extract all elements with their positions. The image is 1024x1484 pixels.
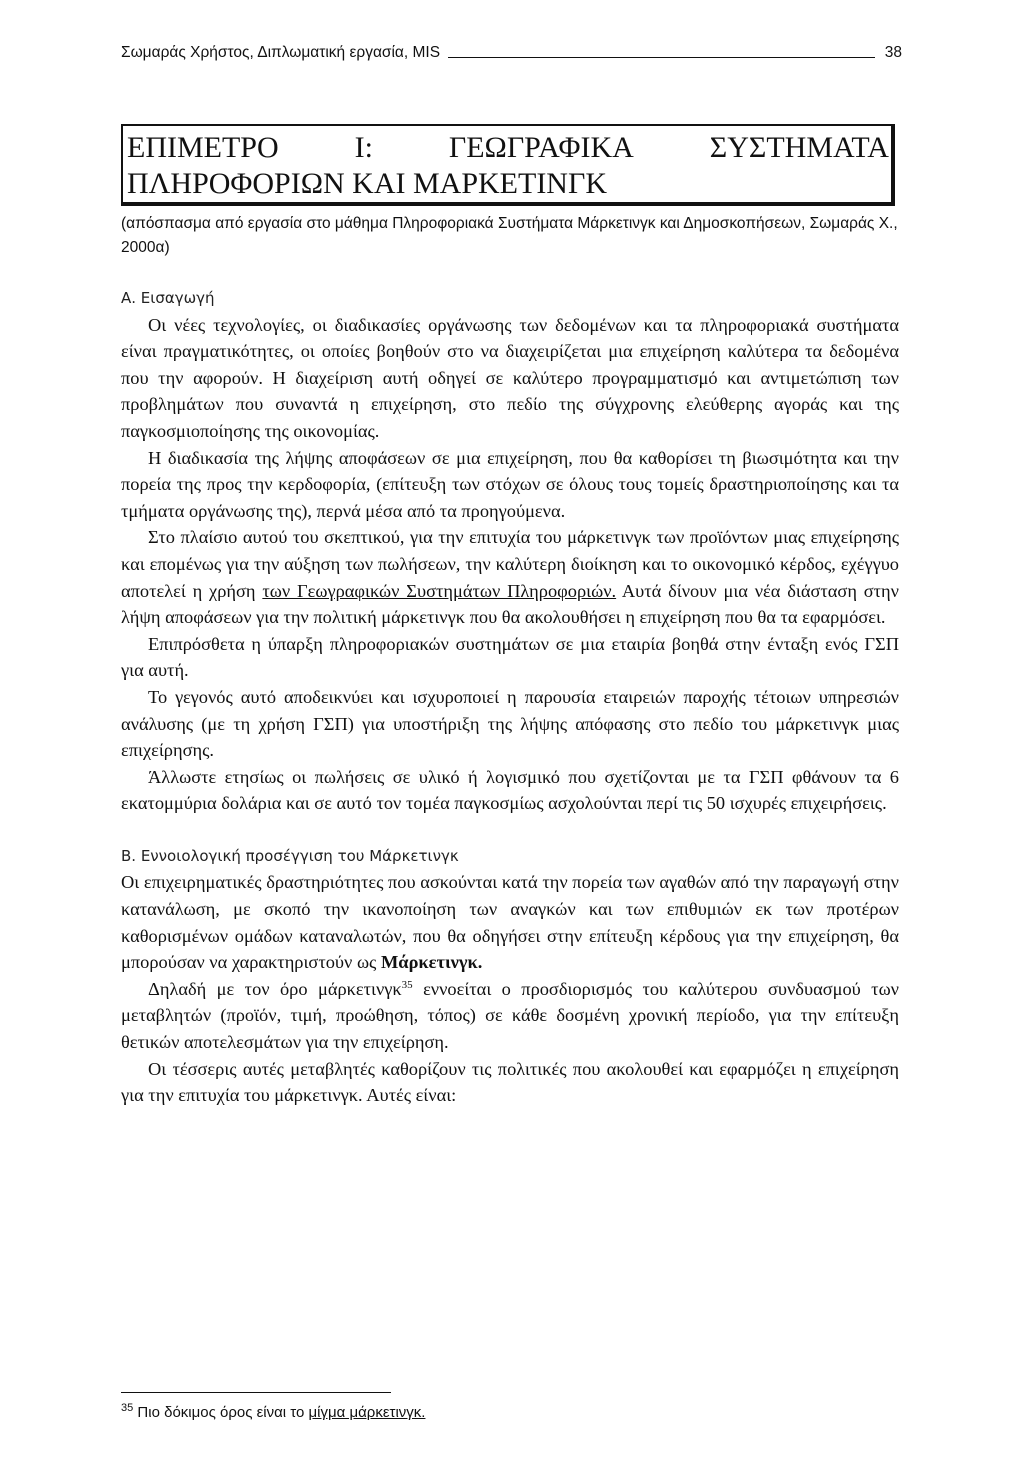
title-line-1 [127, 130, 891, 166]
paragraph [121, 524, 899, 630]
gis-link[interactable]: των Γεωγραφικών Συστημάτων Πληροφοριών. [262, 580, 617, 601]
paragraph: Οι νέες τεχνολογίες, οι διαδικασίες οργάνωσης των δεδομένων και τα πληροφοριακά συστήματα είναι πραγματικότητες, οι οποίες βοηθούν στο να διαχειρίζεται μια επιχείρηση καλύτερα τα δεδομένα που την αφορούν. Η διαχείριση αυτή οδηγεί σε καλύτερο προγραμματισμό και αντιμετώπιση των προβλημάτων που συναντά η επιχείρηση, στο πεδίο της σύγχρονης ελεύθερης αγοράς και της παγκοσμιοποίησης της οικονομίας. [121, 314, 899, 441]
paragraph: Επιπρόσθετα η ύπαρξη πληροφοριακών συστημάτων σε μια εταιρία βοηθά στην ένταξη ενός ΓΣΠ για αυτή. [121, 633, 899, 681]
footnote-term: μίγμα μάρκετινγκ. [308, 1404, 426, 1421]
subtitle: (απόσπασμα από εργασία στο μάθημα Πληροφοριακά Συστήματα Μάρκετινγκ και Δημοσκοπήσεων, Σωμαράς Χ., 2000α) [121, 215, 898, 256]
footnote-text: Πιο δόκιμος όρος είναι το [133, 1404, 309, 1421]
appendix-title-box [121, 124, 895, 206]
footnote-rule [121, 1392, 391, 1393]
footnote-number: 35 [121, 1402, 134, 1414]
section-b-heading: Β. Εννοιολογική προσέγγιση του Μάρκετινγκ [121, 846, 459, 865]
marketing-term: Μάρκετινγκ. [380, 952, 483, 973]
header-rule [448, 57, 875, 58]
paragraph-text: Αυτά δίνουν μια νέα διάσταση στην λήψη αποφάσεων για την πολιτική μάρκετινγκ που θα ακολουθήσει η επιχείρηση που θα τα εφαρμόσει. [121, 580, 899, 628]
running-header [121, 44, 902, 62]
title-word-4: ΣΥΣΤΗΜΑΤΑ [709, 131, 889, 164]
title-word-3: ΓΕΩΓΡΑΦΙΚΑ [448, 131, 634, 164]
document-body [121, 285, 899, 1109]
title-line-2: ΠΛΗΡΟΦΟΡΙΩΝ ΚΑΙ ΜΑΡΚΕΤΙΝΓΚ [127, 167, 607, 200]
footnote-ref[interactable]: 35 [401, 978, 413, 991]
title-word-1: ΕΠΙΜΕΤΡΟ [127, 131, 279, 164]
page-number: 38 [884, 44, 902, 61]
paragraph [121, 869, 899, 975]
paragraph: Άλλωστε ετησίως οι πωλήσεις σε υλικό ή λογισμικό που σχετίζονται με τα ΓΣΠ φθάνουν τα 6 εκατομμύρια δολάρια και σε αυτό τον τομέα παγκοσμίως ασχολούνται περί τις 50 ισχυρές επιχειρήσεις. [121, 766, 899, 814]
title-word-2: Ι: [354, 131, 373, 164]
paragraph-text: Στο πλαίσιο αυτού του σκεπτικού, για την επιτυχία του μάρκετινγκ των προϊόντων μιας επιχείρησης και επομένως για την αύξηση των πωλήσεων, την καλύτερη διοίκηση και το οικονομικό κέρδος, εχέγγυο αποτελεί η χρήση [121, 527, 899, 601]
paragraph-text: εννοείται ο προσδιορισμός του καλύτερου συνδυασμού των μεταβλητών (προϊόν, τιμή, προώθηση, τόπος) σε κάθε δοσμένη χρονική περίοδο, για την επίτευξη θετικών αποτελεσμάτων για την επιχείρηση. [121, 978, 899, 1053]
paragraph-text: Οι επιχειρηματικές δραστηριότητες που ασκούνται κατά την πορεία των αγαθών από την παραγωγή στην κατανάλωση, με σκοπό την ικανοποίηση των αναγκών και των επιθυμιών εκ των προτέρων καθορισμένων ομάδων καταναλωτών, που θα οδηγήσει στην επίτευξη κέρδους για την επιχείρηση, θα μπορούσαν να χαρακτηριστούν ως [121, 872, 899, 973]
paragraph: Οι τέσσερις αυτές μεταβλητές καθορίζουν τις πολιτικές που ακολουθεί και εφαρμόζει η επιχείρηση για την επιτυχία του μάρκετινγκ. Αυτές είναι: [121, 1058, 899, 1106]
paragraph-text: Δηλαδή με τον όρο μάρκετινγκ [148, 978, 402, 999]
paragraph: Η διαδικασία της λήψης αποφάσεων σε μια επιχείρηση, που θα καθορίσει τη βιωσιμότητα και την πορεία της προς την κερδοφορία, (επίτευξη των στόχων σε όλους τους τομείς δραστηριοποίησης και τα τμήματα οργάνωσης της), περνά μέσα από τα προηγούμενα. [121, 447, 899, 521]
paragraph: Το γεγονός αυτό αποδεικνύει και ισχυροποιεί η παρουσία εταιρειών παροχής τέτοιων υπηρεσιών ανάλυσης (με τη χρήση ΓΣΠ) για υποστήριξη της λήψης απόφασης στο πεδίο του μάρκετινγκ μιας επιχείρησης. [121, 686, 899, 761]
section-a-heading: Α. Εισαγωγή [121, 289, 215, 307]
paragraph [121, 976, 899, 1056]
header-text: Σωμαράς Χρήστος, Διπλωματική εργασία, MIS [121, 44, 441, 61]
footnote [121, 1404, 425, 1421]
